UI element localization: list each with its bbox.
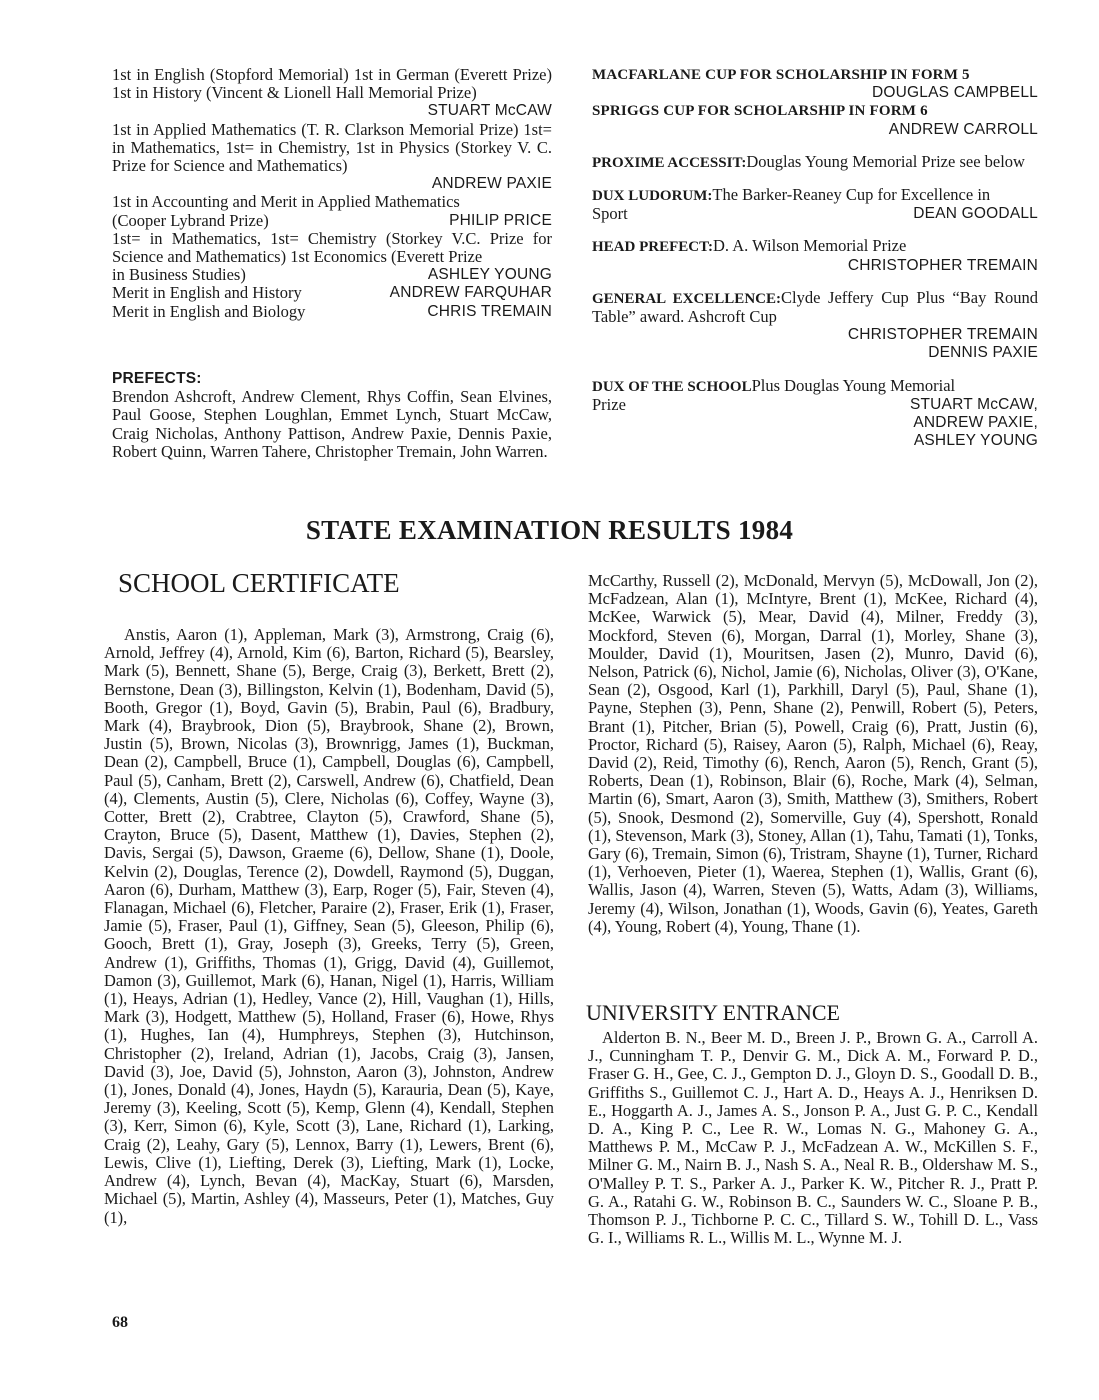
- prize-winner: ANDREW FARQUHAR: [389, 284, 552, 302]
- award-winner: ANDREW CARROLL: [888, 120, 1038, 138]
- award-entry: [592, 289, 1038, 326]
- award-text: Plus Douglas Young Memorial: [751, 375, 956, 395]
- award-text: Douglas Young Memorial Prize see below: [746, 151, 1025, 171]
- prize-winner: PHILIP PRICE: [449, 211, 552, 229]
- prizes-column: [112, 66, 552, 321]
- prize-line: [112, 266, 552, 284]
- award-entry: [592, 153, 1038, 172]
- award-winner: ASHLEY YOUNG: [913, 432, 1038, 450]
- award-title: GENERAL EXCELLENCE:: [592, 290, 781, 307]
- award-winner: CHRISTOPHER TREMAIN: [847, 326, 1038, 344]
- award-title: PROXIME ACCESSIT:: [592, 154, 747, 171]
- prize-text: 1st= in Mathematics, 1st= Chemistry (Storkey V.C. Prize for Science and Mathematics) 1st Economics (Everett Prize: [112, 228, 552, 267]
- award-winner: STUART McCAW,: [909, 395, 1038, 413]
- prize-line: [112, 303, 552, 321]
- award-title: DUX OF THE SCHOOL: [592, 378, 752, 395]
- award-winner: DEAN GOODALL: [913, 205, 1038, 223]
- award-line: [592, 396, 1038, 414]
- state-exam-title: STATE EXAMINATION RESULTS 1984: [305, 515, 794, 545]
- school-certificate-heading: SCHOOL CERTIFICATE: [118, 568, 400, 598]
- page-number: 68: [112, 1314, 128, 1331]
- award-title: SPRIGGS CUP FOR SCHOLARSHIP IN FORM 6: [592, 103, 928, 120]
- award-line: [592, 205, 1038, 223]
- school-certificate-list-left: Anstis, Aaron (1), Appleman, Mark (3), Armstrong, Craig (6), Arnold, Jeffrey (4), Arnold, Kim (6), Barton, Richard (5), Bearsley, Mark (5), Bennett, Shane (5), Berge, Craig (3), Berkett, Brett (2), Bernstone, Dean (3), Billingston, Kelvin (1), Bodenham, David (5), Booth, Gregor (1), Boyd, Gavin (5), Brabin, Paul (6), Bradbury, Mark (4), Braybrook, Dion (5), Braybrook, Shane (2), Brown, Justin (5), Brown, Nicolas (3), Brownrigg, James (1), Buckman, Dean (2), Campbell, Bruce (1), Campbell, Douglas (6), Campbell, Paul (5), Canham, Brett (2), Carswell, Andrew (6), Chatfield, Dean (4), Clements, Austin (5), Clere, Nicholas (6), Coffey, Wayne (3), Cotter, Brett (2), Crabtree, Clayton (5), Crawford, Shane (5), Crayton, Bruce (5), Dasent, Matthew (1), Davies, Stephen (2), Davis, Sergai (5), Dawson, Graeme (6), Dellow, Shane (1), Doole, Kelvin (2), Douglas, Terence (2), Dowdell, Raymond (5), Duggan, Aaron (6), Durham, Matthew (3), Earp, Roger (5), Fair, Steven (4), Flanagan, Michael (6), Fletcher, Paraire (2), Fraser, Erik (1), Fraser, Jamie (5), Fraser, Paul (1), Giffney, Sean (5), Gleeson, Philip (6), Gooch, Brett (1), Gray, Joseph (3), Greeks, Terry (5), Green, Andrew (1), Griffiths, Thomas (1), Grigg, David (4), Guillemot, Damon (3), Guillemot, Mark (6), Hanan, Nigel (1), Harris, William (1), Heays, Adrian (1), Hedley, Vance (2), Hill, Vaughan (1), Hills, Mark (3), Hodgett, Matthew (5), Holland, Fraser (6), Howe, Rhys (1), Hughes, Ian (4), Humphreys, Stephen (3), Hutchinson, Christopher (2), Ireland, Adrian (1), Jacobs, Craig (3), Jansen, David (3), Joe, David (5), Johnston, Aaron (3), Johnston, Andrew (1), Jones, Donald (4), Jones, Haydn (5), Karauria, Dean (5), Kaye, Jeremy (3), Keeling, Scott (5), Kemp, Glenn (4), Kendall, Stephen (3), Kerr, Simon (6), Kyle, Scott (3), Lane, Richard (1), Larking, Craig (2), Leahy, Gary (5), Lennox, Barry (1), Lewers, Brent (6), Lewis, Clive (1), Liefting, Derek (3), Liefting, Mark (1), Locke, Andrew (4), Lynch, Bevan (4), MacKay, Stuart (6), Marsden, Michael (5), Martin, Ashley (4), Masseurs, Peter (1), Matches, Guy (1),: [104, 625, 554, 1227]
- prize-text: 1st in English (Stopford Memorial) 1st in German (Everett Prize) 1st in History (Vincent & Lionell Hall Memorial Prize): [112, 65, 552, 103]
- award-text: D. A. Wilson Memorial Prize: [712, 236, 907, 256]
- award-entry: [592, 377, 1038, 396]
- award-winner: DOUGLAS CAMPBELL: [871, 84, 1038, 102]
- prize-text: (Cooper Lybrand Prize): [112, 210, 269, 230]
- award-winner: DENNIS PAXIE: [928, 344, 1038, 362]
- school-certificate-list-right: McCarthy, Russell (2), McDonald, Mervyn (5), McDowall, Jon (2), McFadzean, Alan (1), McIntyre, Brent (1), McKee, Richard (4), McKee, Warwick (5), Mear, David (4), Milner, Freddy (3), Mockford, Steven (6), Morgan, Darral (1), Morley, Shane (3), Moulder, David (1), Mouritsen, Jasen (2), Munro, David (6), Nelson, Patrick (6), Nichol, Jamie (6), Nicholas, Oliver (3), O'Kane, Sean (2), Osgood, Karl (1), Parkhill, Daryl (5), Paul, Shane (1), Payne, Stephen (3), Penn, Shane (2), Penwill, Robert (5), Peters, Brant (1), Pitcher, Brian (5), Powell, Craig (6), Pratt, Justin (6), Proctor, Richard (5), Raisey, Aaron (5), Ralph, Michael (6), Reay, David (2), Reid, Timothy (6), Rench, Aaron (5), Rench, Grant (5), Roberts, Dean (1), Robinson, Blair (6), Roche, Mark (4), Selman, Martin (6), Smart, Aaron (3), Smith, Matthew (3), Smithers, Robert (5), Snook, Desmond (2), Somerville, Guy (4), Spershott, Ronald (1), Stevenson, Mark (3), Stoney, Allan (1), Tahu, Tamati (1), Tonks, Gary (6), Tremain, Simon (6), Tristram, Shayne (1), Turner, Richard (1), Verhoeven, Pieter (1), Waerea, Stephen (1), Wallis, Grant (6), Wallis, Jason (4), Warren, Steven (5), Watts, Adam (3), Williams, Jeremy (4), Wilson, Jonathan (1), Woods, Gavin (6), Yeates, Gareth (4), Young, Robert (4), Young, Thane (1).: [588, 571, 1038, 936]
- award-title: MACFARLANE CUP FOR SCHOLARSHIP IN FORM 5: [592, 67, 970, 83]
- prize-text: in Business Studies): [112, 265, 246, 285]
- award-text: Clyde Jeffery Cup Plus “Bay Round Table” award. Ashcroft Cup: [592, 287, 1038, 327]
- prize-text: 1st in Applied Mathematics (T. R. Clarkson Memorial Prize) 1st= in Mathematics, 1st= in Chemistry, 1st in Physics (Storkey V. C. Prize for Science and Mathematics): [112, 119, 552, 176]
- prize-text: Merit in English and Biology: [112, 301, 306, 321]
- prize-winner: CHRIS TREMAIN: [427, 302, 552, 320]
- prize-winner: STUART McCAW: [427, 102, 552, 120]
- prefects-heading: PREFECTS:: [112, 370, 202, 387]
- award-text: Sport: [592, 204, 628, 224]
- prize-winner: ASHLEY YOUNG: [427, 266, 552, 284]
- prize-text: 1st in Accounting and Merit in Applied Mathematics: [112, 192, 460, 212]
- prefects-section: [112, 370, 552, 461]
- award-winner: ANDREW PAXIE,: [913, 414, 1038, 432]
- prize-text: Merit in English and History: [112, 283, 302, 303]
- prefects-list: Brendon Ashcroft, Andrew Clement, Rhys Coffin, Sean Elvines, Paul Goose, Stephen Loughlan, Emmet Lynch, Stuart McCaw, Craig Nicholas, Anthony Pattison, Andrew Paxie, Dennis Paxie, Robert Quinn, Warren Tahere, Christopher Tremain, John Warren.: [112, 387, 552, 461]
- university-entrance-heading: UNIVERSITY ENTRANCE: [586, 1000, 840, 1025]
- prize-winner: ANDREW PAXIE: [431, 175, 552, 193]
- award-text: Prize: [592, 394, 626, 414]
- prize-line: [112, 284, 552, 302]
- awards-column: [592, 66, 1038, 450]
- award-entry: [592, 237, 1038, 256]
- award-text: The Barker-Reaney Cup for Excellence in: [712, 185, 991, 205]
- award-title: DUX LUDORUM:: [592, 188, 713, 205]
- award-title: HEAD PREFECT:: [592, 239, 713, 256]
- award-entry: [592, 186, 1038, 205]
- university-entrance-list: Alderton B. N., Beer M. D., Breen J. P., Brown G. A., Carroll A. J., Cunningham T. P., Denvir G. M., Dick A. M., Forward P. D., Fraser G. H., Gee, C. J., Gempton D. J., Gloyn D. S., Goodall D. B., Griffiths S., Guillemot C. J., Hart A. D., Heays A. J., Henriksen D. E., Hoggarth A. J., James A. S., Jonson P. A., Just G. P. C., Kendall D. A., King P. C., Lee R. W., Lomas N. G., Mahoney G. A., Matthews P. M., McCaw P. J., McFadzean A. W., McKillen S. F., Milner G. M., Nairn B. J., Nash S. A., Neal R. B., Oldershaw M. S., O'Malley P. T. S., Parker A. J., Parker K. W., Pitcher R. J., Pratt P. G. A., Ratahi G. W., Robinson B. C., Saunders W. C., Sloane P. B., Thomson P. J., Tichborne P. C. C., Tillard S. W., Tohill D. L., Vass G. I., Williams R. L., Willis M. L., Wynne M. J.: [588, 1028, 1038, 1248]
- prize-line: [112, 212, 552, 230]
- award-winner: CHRISTOPHER TREMAIN: [847, 256, 1038, 274]
